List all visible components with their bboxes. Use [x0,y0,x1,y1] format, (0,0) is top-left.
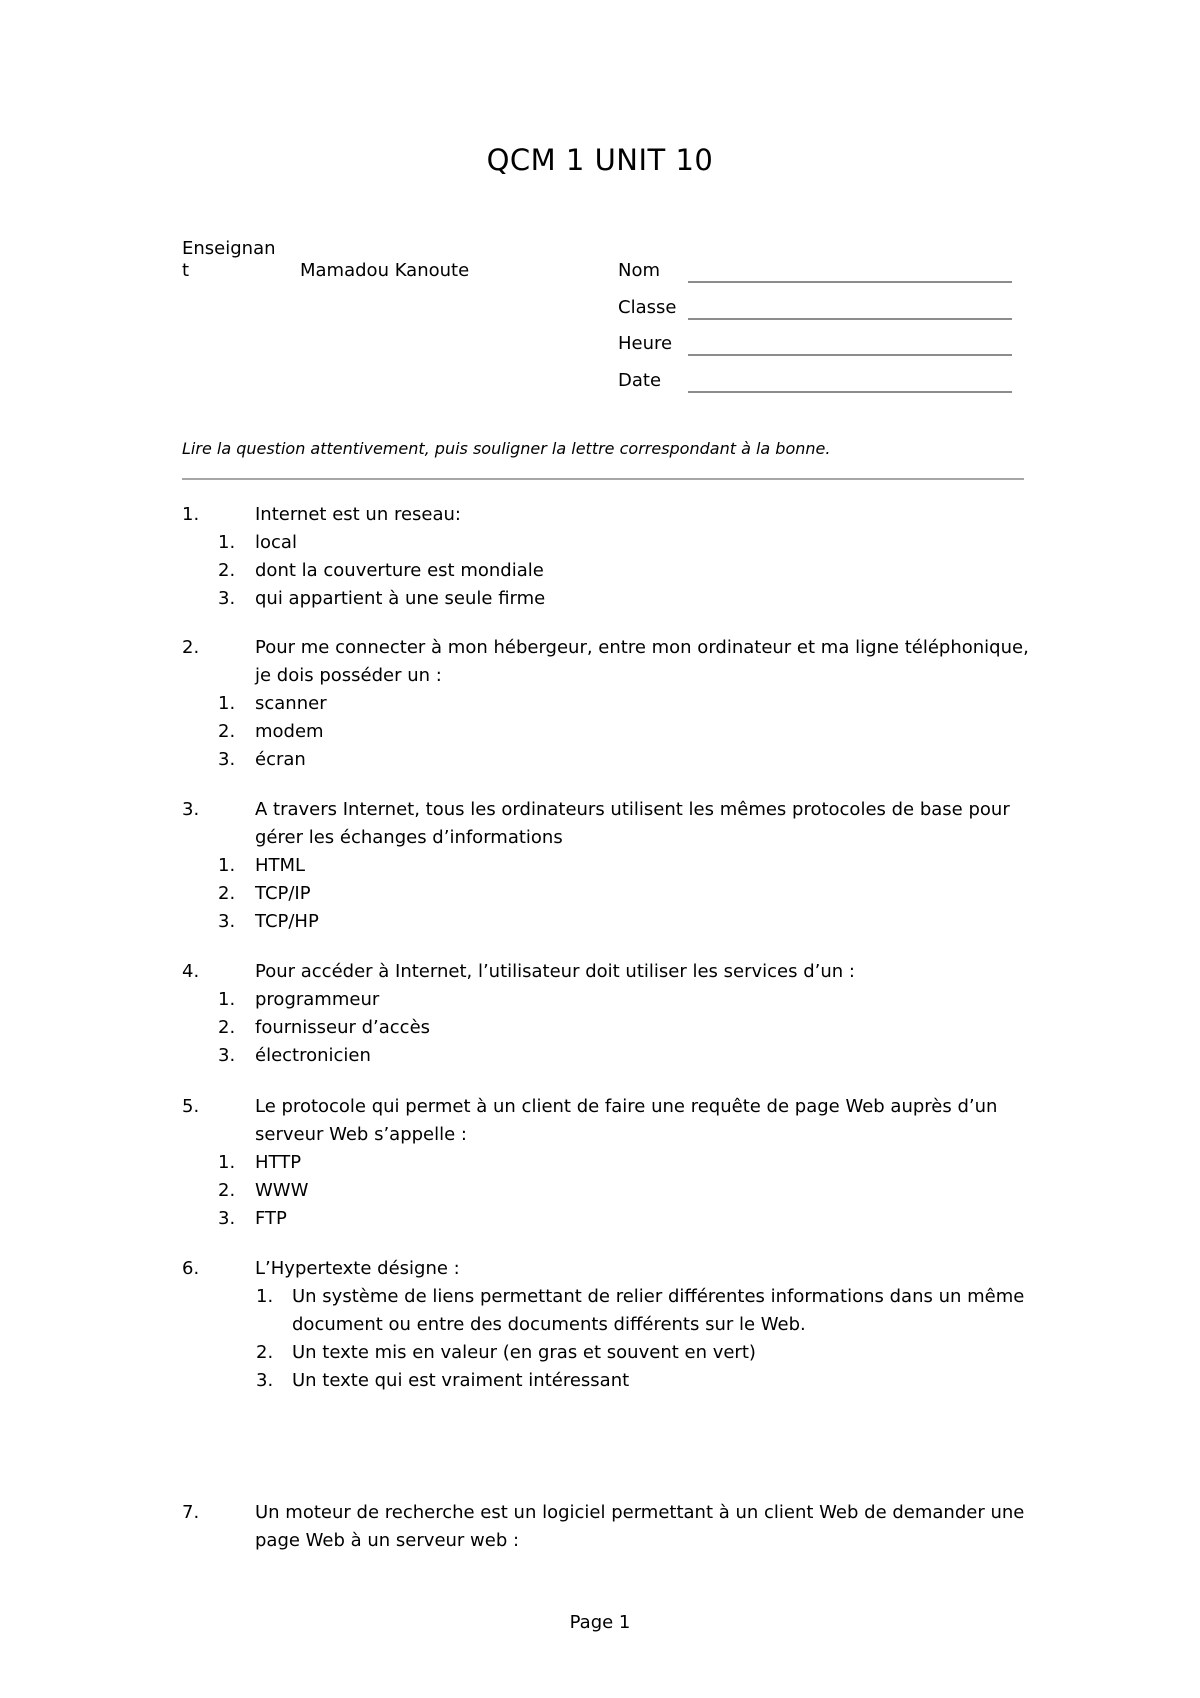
option-list [182,986,1042,1070]
field-label: Date [618,370,662,391]
option-list [182,529,1042,613]
option-item[interactable] [182,986,1042,1014]
field-underline [688,318,1012,320]
option-item[interactable] [182,1014,1042,1042]
option-item[interactable] [182,718,1042,746]
field-label: Heure [618,333,673,354]
page-number: Page 1 [569,1612,631,1633]
option-text: local [255,532,297,553]
option-item[interactable] [182,1205,1042,1233]
option-number: 1. [218,855,236,876]
question-5 [182,1093,1042,1233]
option-number: 3. [218,588,236,609]
question-1 [182,501,1042,613]
option-number: 2. [218,721,236,742]
question-text: A travers Internet, tous les ordinateurs utilisent les mêmes protocoles de base pour gérer les échanges d’informations [255,799,1010,848]
option-text: TCP/HP [255,911,319,932]
option-list [182,1149,1042,1233]
field-heure[interactable] [618,333,1018,357]
option-list [182,1283,1042,1395]
option-item[interactable] [182,1177,1042,1205]
question-number: 4. [182,961,200,982]
field-underline [688,281,1012,283]
question-number: 2. [182,637,200,658]
question-number: 1. [182,504,200,525]
option-number: 2. [218,1180,236,1201]
option-text: FTP [255,1208,287,1229]
field-nom[interactable] [618,260,1018,284]
question-4 [182,958,1042,1070]
option-text: dont la couverture est mondiale [255,560,544,581]
option-number: 2. [256,1342,274,1363]
option-item[interactable] [182,585,1042,613]
page-title: QCM 1 UNIT 10 [486,143,714,177]
option-text: HTML [255,855,306,876]
option-list [182,690,1042,774]
separator-line [182,478,1024,480]
option-text: TCP/IP [255,883,311,904]
option-item[interactable] [182,1367,1042,1395]
option-item[interactable] [182,1283,1042,1339]
option-text: Un texte qui est vraiment intéressant [292,1370,630,1391]
question-number: 6. [182,1258,200,1279]
option-text: programmeur [255,989,380,1010]
option-number: 3. [218,911,236,932]
option-number: 2. [218,560,236,581]
option-text: Un système de liens permettant de relier différentes informations dans un même document ou entre des documents différents sur le Web. [292,1286,1025,1335]
question-3 [182,796,1042,936]
option-text: scanner [255,693,327,714]
option-item[interactable] [182,1149,1042,1177]
question-text: Pour accéder à Internet, l’utilisateur doit utiliser les services d’un : [255,961,855,982]
question-text: L’Hypertexte désigne : [255,1258,460,1279]
teacher-name: Mamadou Kanoute [300,260,470,281]
question-number: 3. [182,799,200,820]
option-number: 3. [218,1208,236,1229]
option-number: 1. [256,1286,274,1307]
option-text: modem [255,721,324,742]
question-7 [182,1499,1042,1555]
option-text: qui appartient à une seule firme [255,588,546,609]
option-item[interactable] [182,557,1042,585]
option-number: 3. [256,1370,274,1391]
option-text: Un texte mis en valeur (en gras et souvent en vert) [292,1342,756,1363]
option-item[interactable] [182,690,1042,718]
option-number: 2. [218,1017,236,1038]
option-text: électronicien [255,1045,371,1066]
question-text: Internet est un reseau: [255,504,461,525]
question-number: 7. [182,1502,200,1523]
option-number: 1. [218,693,236,714]
question-text: Un moteur de recherche est un logiciel permettant à un client Web de demander une page Web à un serveur web : [255,1502,1025,1551]
option-number: 2. [218,883,236,904]
question-number: 5. [182,1096,200,1117]
field-date[interactable] [618,370,1018,394]
option-item[interactable] [182,1339,1042,1367]
question-text: Le protocole qui permet à un client de faire une requête de page Web auprès d’un serveur Web s’appelle : [255,1096,998,1145]
option-item[interactable] [182,529,1042,557]
option-number: 3. [218,1045,236,1066]
option-text: fournisseur d’accès [255,1017,431,1038]
question-2 [182,634,1042,774]
option-number: 1. [218,1152,236,1173]
option-number: 1. [218,989,236,1010]
field-classe[interactable] [618,297,1018,321]
instruction-text: Lire la question attentivement, puis souligner la lettre correspondant à la bonne. [182,439,831,458]
option-number: 3. [218,749,236,770]
option-item[interactable] [182,852,1042,880]
field-underline [688,391,1012,393]
option-item[interactable] [182,880,1042,908]
option-item[interactable] [182,908,1042,936]
field-label: Classe [618,297,677,318]
question-6 [182,1255,1042,1395]
teacher-label: Enseignant [182,238,276,281]
field-label: Nom [618,260,661,281]
option-text: HTTP [255,1152,302,1173]
option-list [182,852,1042,936]
option-text: écran [255,749,306,770]
option-text: WWW [255,1180,309,1201]
option-item[interactable] [182,746,1042,774]
option-item[interactable] [182,1042,1042,1070]
field-underline [688,354,1012,356]
question-text: Pour me connecter à mon hébergeur, entre mon ordinateur et ma ligne téléphonique, je dois posséder un : [255,637,1029,686]
option-number: 1. [218,532,236,553]
